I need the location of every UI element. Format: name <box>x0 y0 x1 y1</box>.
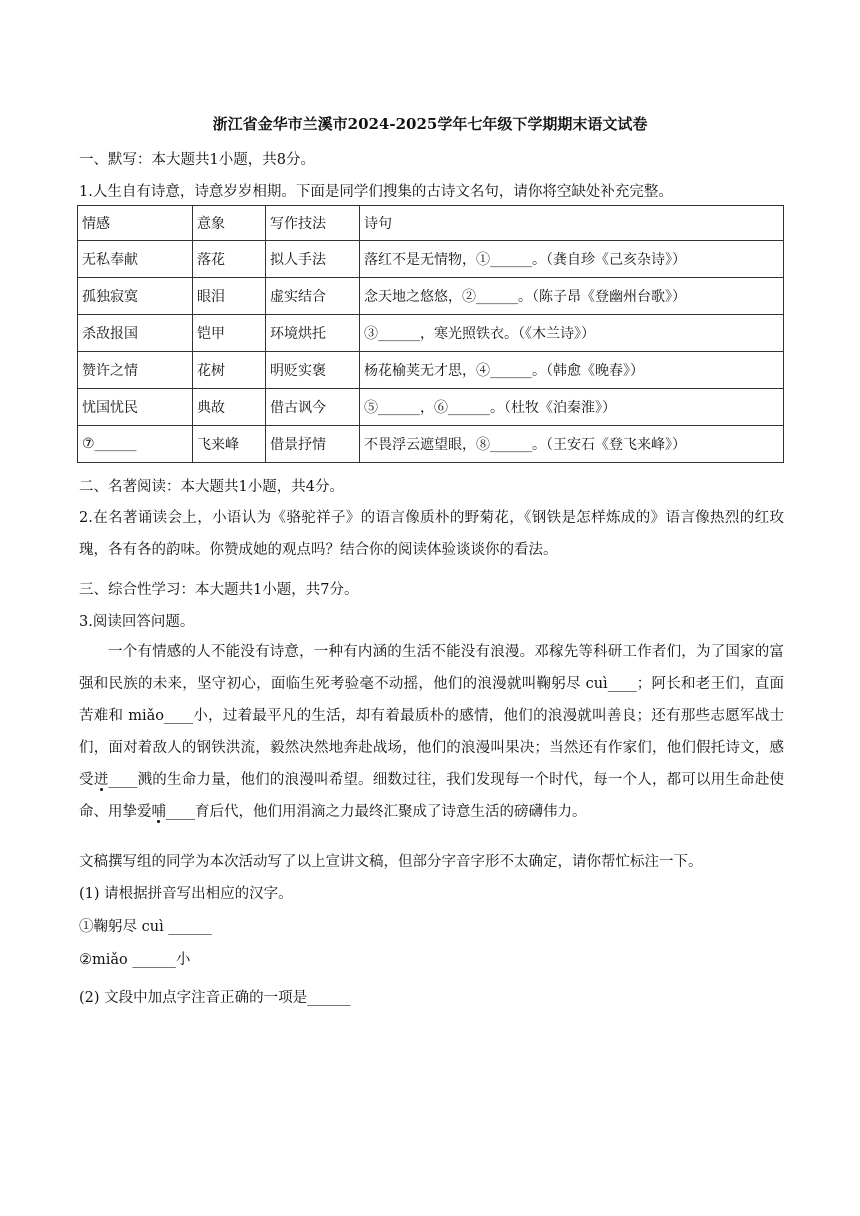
passage-text: 一个有情感的人不能没有诗意，一种有内涵的生活不能没有浪漫。邓稼先等科研工作者们，为了国家的富强和民族的未来，坚守初心，面临生死考验毫不动摇，他们的浪漫就叫鞠躬尽 cuì____；阿长和老王们，直面苦难和 miǎo____小，过着最平凡的生活，却有着最质朴的感情，他们的浪漫就叫善良；还有那些志愿军战士们，面对着敌人的钢铁洪流，毅然决然地奔赴战场，他们的浪漫叫果决；当然还有作家们，他们假托诗文，感受 <box>79 644 784 788</box>
dotted-character: 迸 <box>93 772 109 788</box>
table-cell: 飞来峰 <box>193 426 266 463</box>
table-cell: 拟人手法 <box>266 241 360 278</box>
table-row <box>78 352 784 389</box>
reading-passage <box>79 636 784 828</box>
subquestion-1-item-2: ②miǎo ______小 <box>79 952 191 968</box>
question2-text: 2.在名著诵读会上，小语认为《骆驼祥子》的语言像质朴的野菊花，《钢铁是怎样炼成的》语言像热烈的红玫瑰，各有各的韵味。你赞成她的观点吗？结合你的阅读体验谈谈你的看法。 <box>79 510 784 558</box>
section1-heading: 一、默写：本大题共1小题，共8分。 <box>79 152 315 168</box>
table-cell: ③______，寒光照铁衣。（《木兰诗》） <box>360 315 784 352</box>
section2-heading: 二、名著阅读：本大题共1小题，共4分。 <box>79 479 344 495</box>
table-cell: 杀敌报国 <box>78 315 193 352</box>
table-row <box>78 389 784 426</box>
table-cell: 铠甲 <box>193 315 266 352</box>
section3-heading: 三、综合性学习：本大题共1小题，共7分。 <box>79 582 359 598</box>
question1-text: 1.人生自有诗意，诗意岁岁相期。下面是同学们搜集的古诗文名句，请你将空缺处补充完整。 <box>79 184 673 200</box>
table-cell: 借古讽今 <box>266 389 360 426</box>
table-cell: 无私奉献 <box>78 241 193 278</box>
table-header-cell: 情感 <box>78 206 193 241</box>
table-row <box>78 241 784 278</box>
passage-text: ____溅的生命力量，他们的浪漫叫希望。细数过往，我们发现每一个时代，每一个人，都可以用生命赴使命、用挚爱 <box>79 772 785 820</box>
subquestion-1: (1) 请根据拼音写出相应的汉字。 <box>79 886 293 902</box>
poetry-table <box>77 205 784 463</box>
table-cell: 杨花榆荚无才思，④______。（韩愈《晚春》） <box>360 352 784 389</box>
table-cell: 不畏浮云遮望眼，⑧______。（王安石《登飞来峰》） <box>360 426 784 463</box>
table-row <box>78 278 784 315</box>
table-cell: 忧国忧民 <box>78 389 193 426</box>
table-header-cell: 写作技法 <box>266 206 360 241</box>
table-cell: ⑤______，⑥______。（杜牧《泊秦淮》） <box>360 389 784 426</box>
table-header-row <box>78 206 784 241</box>
question3-text: 3.阅读回答问题。 <box>79 614 195 630</box>
table-cell: 环境烘托 <box>266 315 360 352</box>
table-header-cell: 意象 <box>193 206 266 241</box>
table-cell: 赞许之情 <box>78 352 193 389</box>
passage-text: ____育后代，他们用涓滴之力最终汇聚成了诗意生活的磅礴伟力。 <box>166 804 587 820</box>
table-cell: 落花 <box>193 241 266 278</box>
table-cell: 借景抒情 <box>266 426 360 463</box>
dotted-character: 哺 <box>151 804 166 820</box>
table-cell: 孤独寂寞 <box>78 278 193 315</box>
table-cell: 花树 <box>193 352 266 389</box>
document-title: 浙江省金华市兰溪市2024-2025学年七年级下学期期末语文试卷 <box>212 115 648 133</box>
table-header-cell: 诗句 <box>360 206 784 241</box>
table-row <box>78 426 784 463</box>
table-cell: 眼泪 <box>193 278 266 315</box>
table-cell: 明贬实褒 <box>266 352 360 389</box>
table-cell: 落红不是无情物，①______。（龚自珍《己亥杂诗》） <box>360 241 784 278</box>
table-cell: ⑦______ <box>78 426 193 463</box>
subquestion-1-item-1: ①鞠躬尽 cuì ______ <box>79 919 212 935</box>
table-row <box>78 315 784 352</box>
activity-instruction: 文稿撰写组的同学为本次活动写了以上宣讲文稿，但部分字音字形不太确定，请你帮忙标注一下。 <box>79 854 703 870</box>
table-cell: 念天地之悠悠，②______。（陈子昂《登幽州台歌》） <box>360 278 784 315</box>
table-cell: 典故 <box>193 389 266 426</box>
table-cell: 虚实结合 <box>266 278 360 315</box>
subquestion-2: (2) 文段中加点字注音正确的一项是______ <box>79 990 351 1006</box>
